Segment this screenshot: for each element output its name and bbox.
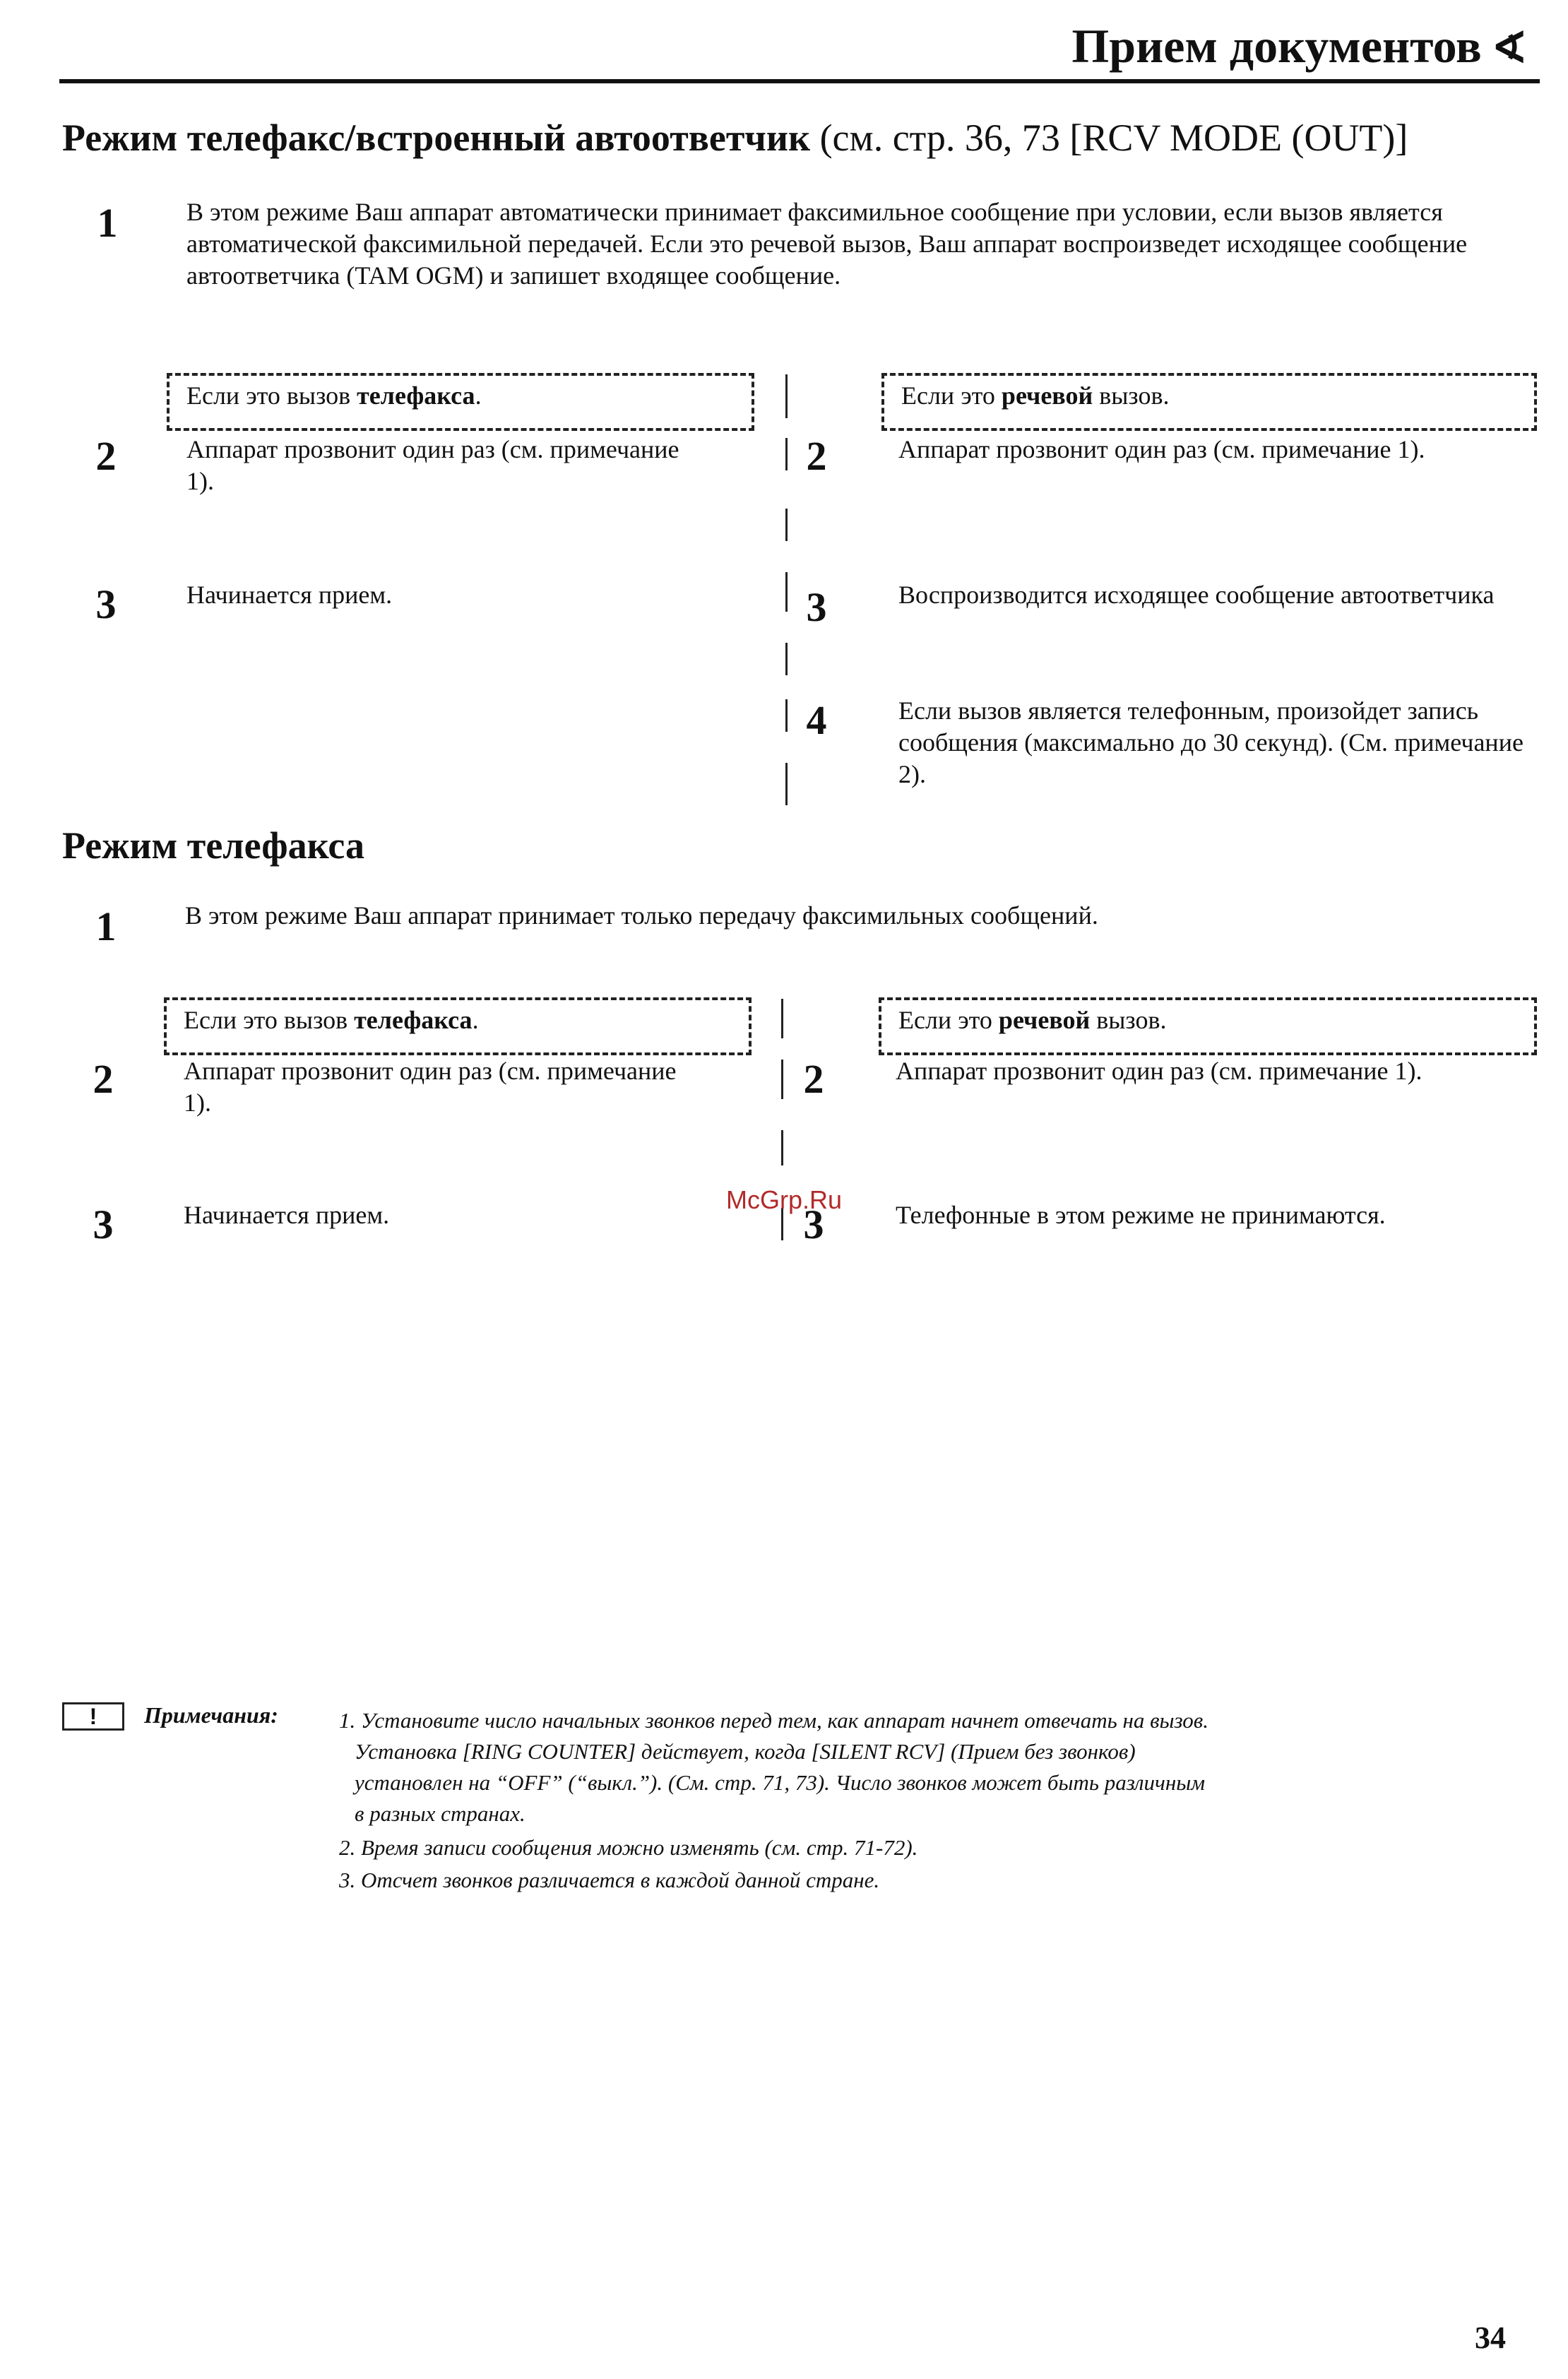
s1-step1-number: 1 [97, 200, 118, 246]
s2-divider-seg [781, 1130, 783, 1165]
page-number: 34 [1475, 2320, 1506, 2355]
note-line: установлен на “OFF” (“выкл.”). (См. стр. 71, 73). Число звонков может быть различным [355, 1770, 1205, 1795]
s2-fax-call-box [164, 997, 752, 1055]
s2-right-box-post: вызов. [1090, 1006, 1167, 1034]
s1-right-step2-number: 2 [806, 433, 827, 479]
s1-divider-seg [785, 643, 788, 675]
s1-left-box-post: . [475, 381, 482, 410]
s1-voice-call-box [881, 373, 1537, 431]
s1-right-box-post: вызов. [1093, 381, 1170, 410]
s2-left-box-bold: телефакса [354, 1006, 473, 1034]
s1-left-box-bold: телефакса [357, 381, 475, 410]
note-line: Установка [RING COUNTER] действует, когда [SILENT RCV] (Прием без звонков) [355, 1739, 1136, 1764]
s2-left-step2-number: 2 [93, 1056, 114, 1102]
section1-title-ref: (см. стр. 36, 73 [RCV MODE (OUT)] [810, 117, 1408, 159]
s2-right-step2-text: Аппарат прозвонит один раз (см. примечание 1). [896, 1057, 1423, 1085]
s2-left-box-post: . [472, 1006, 479, 1034]
s1-divider-seg [785, 763, 788, 805]
notes-title: Примечания: [144, 1702, 278, 1728]
s1-left-box-pre: Если это вызов [186, 381, 357, 410]
s2-left-step3-text: Начинается прием. [184, 1201, 390, 1229]
note-line: 2. Время записи сообщения можно изменять (см. стр. 71-72). [339, 1835, 918, 1860]
s1-left-step2-text: Аппарат прозвонит один раз (см. примечание 1). [186, 435, 679, 495]
s1-right-box-pre: Если это [901, 381, 1002, 410]
left-angle-arrow-icon: ∢ [1491, 25, 1527, 71]
s1-left-step3-number: 3 [95, 581, 117, 627]
note-line: в разных странах. [355, 1801, 525, 1826]
note-line: 1. Установите число начальных звонков перед тем, как аппарат начнет отвечать на вызов. [339, 1708, 1208, 1733]
section1-title-bold: Режим телефакс/встроенный автоответчик [62, 117, 811, 159]
header-divider [59, 79, 1540, 83]
s1-right-step3-text: Воспроизводится исходящее сообщение автоответчика [898, 581, 1495, 609]
s1-divider-seg [785, 374, 788, 418]
section1-title [62, 116, 1408, 160]
page-header [1071, 18, 1527, 74]
s1-fax-call-box [167, 373, 754, 431]
s1-right-step2-text: Аппарат прозвонит один раз (см. примечание 1). [898, 435, 1425, 463]
s2-right-step3-number: 3 [803, 1202, 824, 1247]
s2-divider-seg [781, 1060, 783, 1099]
s1-divider-seg [785, 572, 788, 612]
s2-left-step3-number: 3 [93, 1202, 114, 1247]
s2-divider-seg [781, 999, 783, 1038]
watermark: McGrp.Ru [726, 1185, 843, 1214]
s1-step1-text: В этом режиме Ваш аппарат автоматически принимает факсимильное сообщение при условии, если вызов является автоматической факсимильной передачей. Если это речевой вызов, Ваш аппарат воспроизведет исходящее сообщение автоответчика (TAM OGM) и запишет входящее сообщение. [186, 198, 1468, 290]
s2-step1-text: В этом режиме Ваш аппарат принимает только передачу факсимильных сообщений. [185, 901, 1098, 930]
note-warning-box: ! [62, 1702, 124, 1731]
s1-left-step3-text: Начинается прием. [186, 581, 393, 609]
note-line: 3. Отсчет звонков различается в каждой данной стране. [339, 1868, 880, 1892]
s1-left-step2-number: 2 [95, 433, 117, 479]
s1-right-step3-number: 3 [806, 584, 827, 630]
s2-voice-call-box [879, 997, 1537, 1055]
s1-right-step4-number: 4 [806, 697, 827, 743]
s2-step1-number: 1 [95, 903, 117, 949]
s2-left-step2-text: Аппарат прозвонит один раз (см. примечание 1). [184, 1057, 677, 1117]
s1-divider-seg [785, 699, 788, 732]
s2-left-box-pre: Если это вызов [184, 1006, 355, 1034]
page-title: Прием документов [1071, 19, 1482, 73]
s2-right-box-pre: Если это [898, 1006, 999, 1034]
s1-divider-seg [785, 438, 788, 470]
s2-right-box-bold: речевой [998, 1006, 1091, 1034]
s1-right-step4-text: Если вызов является телефонным, произойдет запись сообщения (максимально до 30 секунд). (См. примечание 2). [898, 696, 1524, 788]
s1-right-box-bold: речевой [1001, 381, 1093, 410]
section2-title: Режим телефакса [62, 824, 364, 867]
s1-divider-seg [785, 509, 788, 541]
s2-right-step3-text: Телефонные в этом режиме не принимаются. [896, 1201, 1386, 1229]
s2-right-step2-number: 2 [803, 1056, 824, 1102]
